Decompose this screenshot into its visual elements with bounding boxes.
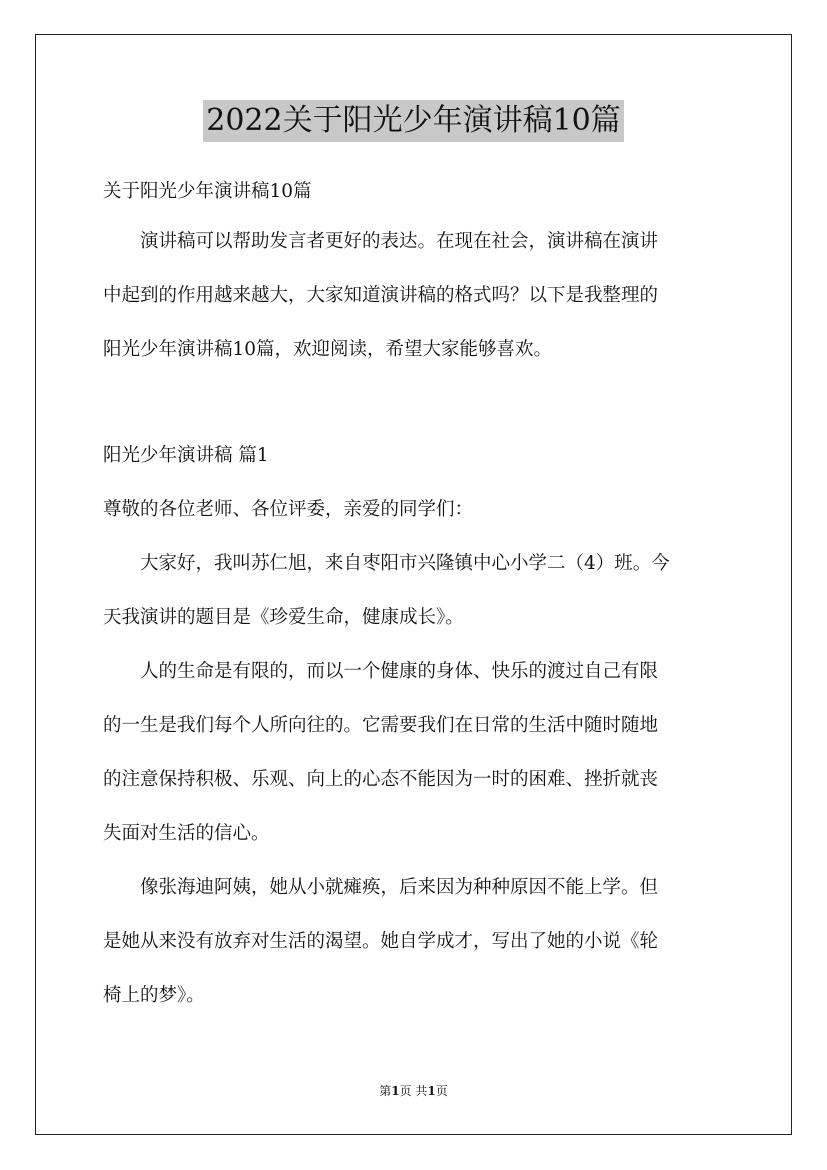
document-body <box>103 178 727 1010</box>
footer-mid: 页 共 <box>399 1084 428 1098</box>
body-line: 的一生是我们每个人所向往的。它需要我们在日常的生活中随时随地 <box>103 715 659 736</box>
footer-page-total: 1 <box>427 1084 436 1098</box>
body-line: 天我演讲的题目是《珍爱生命，健康成长》。 <box>103 607 464 628</box>
body-paragraph-3 <box>103 874 727 1010</box>
intro-paragraph <box>103 228 727 364</box>
body-line: 的注意保持积极、乐观、向上的心态不能因为一时的困难、挫折就丧 <box>103 769 659 790</box>
greeting: 尊敬的各位老师、各位评委，亲爱的同学们： <box>103 499 474 520</box>
title-container <box>0 100 827 142</box>
body-line: 椅上的梦》。 <box>103 985 205 1006</box>
body-line: 像张海迪阿姨，她从小就瘫痪，后来因为种种原因不能上学。但 <box>140 877 659 898</box>
footer-suffix: 页 <box>435 1084 448 1098</box>
section-heading: 阳光少年演讲稿 篇1 <box>103 445 269 466</box>
body-line: 失面对生活的信心。 <box>103 823 270 844</box>
body-line: 是她从来没有放弃对生活的渴望。她自学成才，写出了她的小说《轮 <box>103 931 659 952</box>
subtitle: 关于阳光少年演讲稿10篇 <box>103 181 312 202</box>
body-line: 人的生命是有限的，而以一个健康的身体、快乐的渡过自己有限 <box>140 661 659 682</box>
body-paragraph-1 <box>103 550 727 632</box>
body-line: 大家好，我叫苏仁旭，来自枣阳市兴隆镇中心小学二（4）班。今 <box>140 553 670 574</box>
intro-line: 中起到的作用越来越大，大家知道演讲稿的格式吗？以下是我整理的 <box>103 285 659 306</box>
footer-prefix: 第 <box>379 1084 392 1098</box>
intro-line: 阳光少年演讲稿10篇，欢迎阅读，希望大家能够喜欢。 <box>103 339 553 360</box>
footer-page-current: 1 <box>391 1084 400 1098</box>
page-footer <box>0 1083 827 1099</box>
document-title: 2022关于阳光少年演讲稿10篇 <box>203 100 624 142</box>
body-paragraph-2 <box>103 658 727 848</box>
intro-line: 演讲稿可以帮助发言者更好的表达。在现在社会，演讲稿在演讲 <box>140 231 659 252</box>
